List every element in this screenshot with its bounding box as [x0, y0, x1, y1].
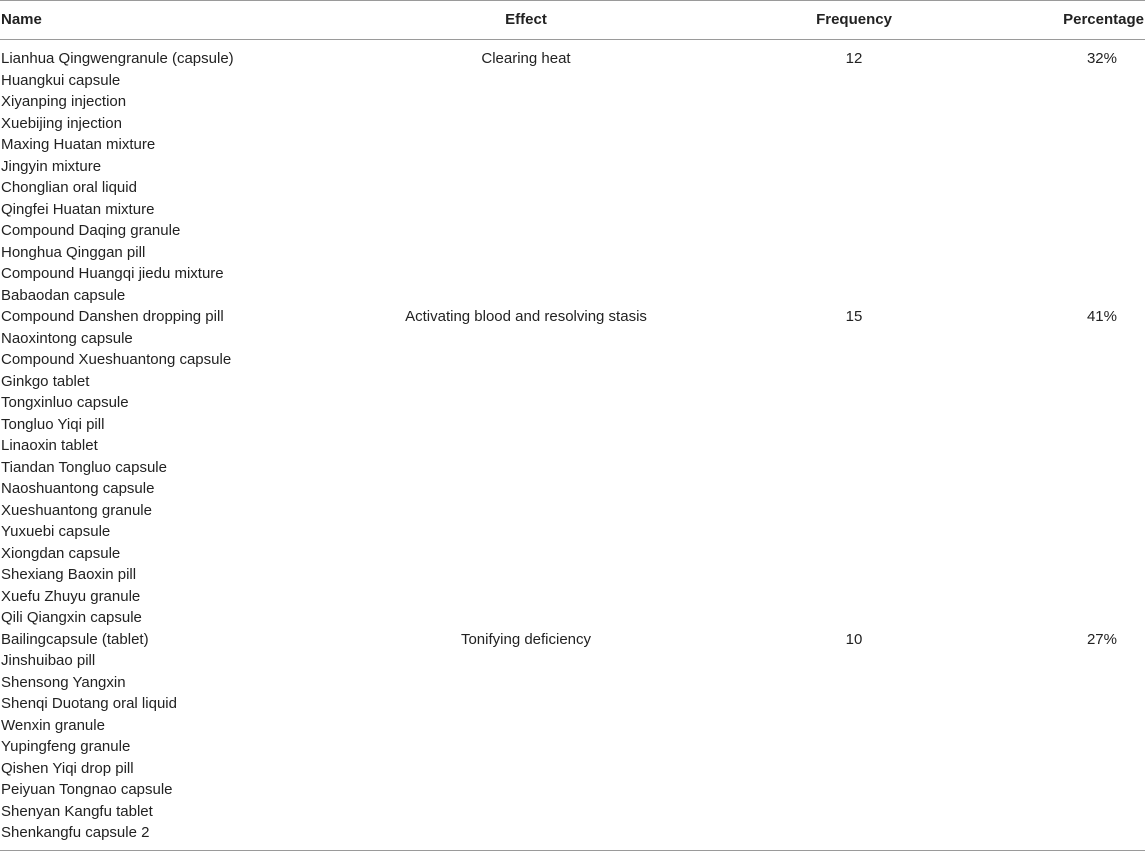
header-name: Name: [1, 11, 42, 28]
medicine-name-cell: Chonglian oral liquid: [1, 179, 137, 196]
header-bottom-rule: [0, 39, 1145, 40]
frequency-cell: 10: [845, 630, 863, 648]
medicine-name-cell: Tiandan Tongluo capsule: [1, 458, 167, 476]
medicine-name-cell: Jinshuibao pill: [1, 652, 96, 669]
medicine-name-cell: Qili Qiangxin capsule: [1, 609, 142, 626]
medicine-name-cell: Maxing Huatan mixture: [1, 136, 156, 153]
percentage-cell: 32%: [1086, 50, 1117, 67]
medicine-name-cell: Naoxintong capsule: [1, 329, 133, 347]
medicine-name-cell: Compound Daqing granule: [1, 222, 181, 239]
medicine-name-cell: Tongxinluo capsule: [1, 394, 129, 411]
table-body: [0, 48, 1145, 844]
medicine-name-cell: Honghua Qinggan pill: [1, 243, 146, 261]
medicine-name-list: [0, 48, 1145, 306]
medicine-name-cell: Yuxuebi capsule: [1, 523, 111, 540]
effect-cell: Tonifying deficiency: [460, 630, 592, 648]
frequency-cell: 12: [845, 50, 863, 67]
medicine-name-cell: Compound Xueshuantong capsule: [1, 351, 232, 368]
table-row-group: [0, 306, 1145, 629]
table-bottom-rule: [0, 850, 1145, 851]
medicine-name-list: [0, 306, 1145, 629]
medicine-name-cell: Xiyanping injection: [1, 93, 127, 110]
medicine-name-cell: Xuebijing injection: [1, 114, 122, 132]
medicine-name-cell: Peiyuan Tongnao capsule: [1, 781, 173, 798]
medicine-name-cell: Yupingfeng granule: [1, 738, 131, 755]
medicine-name-cell: Wenxin granule: [1, 716, 105, 734]
medicine-name-cell: Jingyin mixture: [1, 157, 102, 175]
percentage-cell: 41%: [1086, 308, 1117, 325]
medicine-name-cell: Xueshuantong granule: [1, 501, 152, 519]
medicine-name-cell: Shenqi Duotang oral liquid: [1, 695, 177, 712]
medicine-name-cell: Linaoxin tablet: [1, 437, 98, 454]
header-effect: Effect: [505, 11, 547, 28]
effect-cell: Clearing heat: [481, 50, 571, 67]
medicine-name-cell: Shensong Yangxin: [1, 673, 126, 691]
medicine-name-cell: Bailingcapsule (tablet): [1, 630, 149, 648]
effect-cell: Activating blood and resolving stasis: [405, 308, 647, 325]
medicine-name-cell: Huangkui capsule: [1, 71, 121, 89]
medicine-name-cell: Lianhua Qingwengranule (capsule): [1, 50, 234, 67]
medicine-name-cell: Compound Huangqi jiedu mixture: [1, 265, 224, 282]
medicine-name-cell: Shexiang Baoxin pill: [1, 566, 137, 583]
medicine-name-cell: Babaodan capsule: [1, 286, 126, 304]
medicine-name-cell: Xiongdan capsule: [1, 544, 121, 562]
table-row-group: [0, 629, 1145, 844]
medicine-name-list: [0, 629, 1145, 844]
table-row-group: [0, 48, 1145, 306]
percentage-cell: 27%: [1086, 630, 1117, 648]
medicine-name-cell: Tongluo Yiqi pill: [1, 415, 105, 433]
frequency-cell: 15: [845, 308, 863, 325]
header-percentage: Percentage: [1063, 11, 1144, 28]
table-header-row: [0, 0, 1145, 39]
medicine-name-cell: Shenyan Kangfu tablet: [1, 802, 153, 820]
medicine-name-cell: Compound Danshen dropping pill: [1, 308, 224, 325]
medicine-name-cell: Ginkgo tablet: [1, 372, 90, 390]
medicine-name-cell: Naoshuantong capsule: [1, 480, 155, 497]
header-frequency: Frequency: [816, 11, 892, 28]
medicine-name-cell: Xuefu Zhuyu granule: [1, 587, 141, 605]
medicine-name-cell: Qishen Yiqi drop pill: [1, 759, 134, 777]
medicine-name-cell: Shenkangfu capsule 2: [1, 824, 150, 841]
medicine-name-cell: Qingfei Huatan mixture: [1, 200, 155, 218]
